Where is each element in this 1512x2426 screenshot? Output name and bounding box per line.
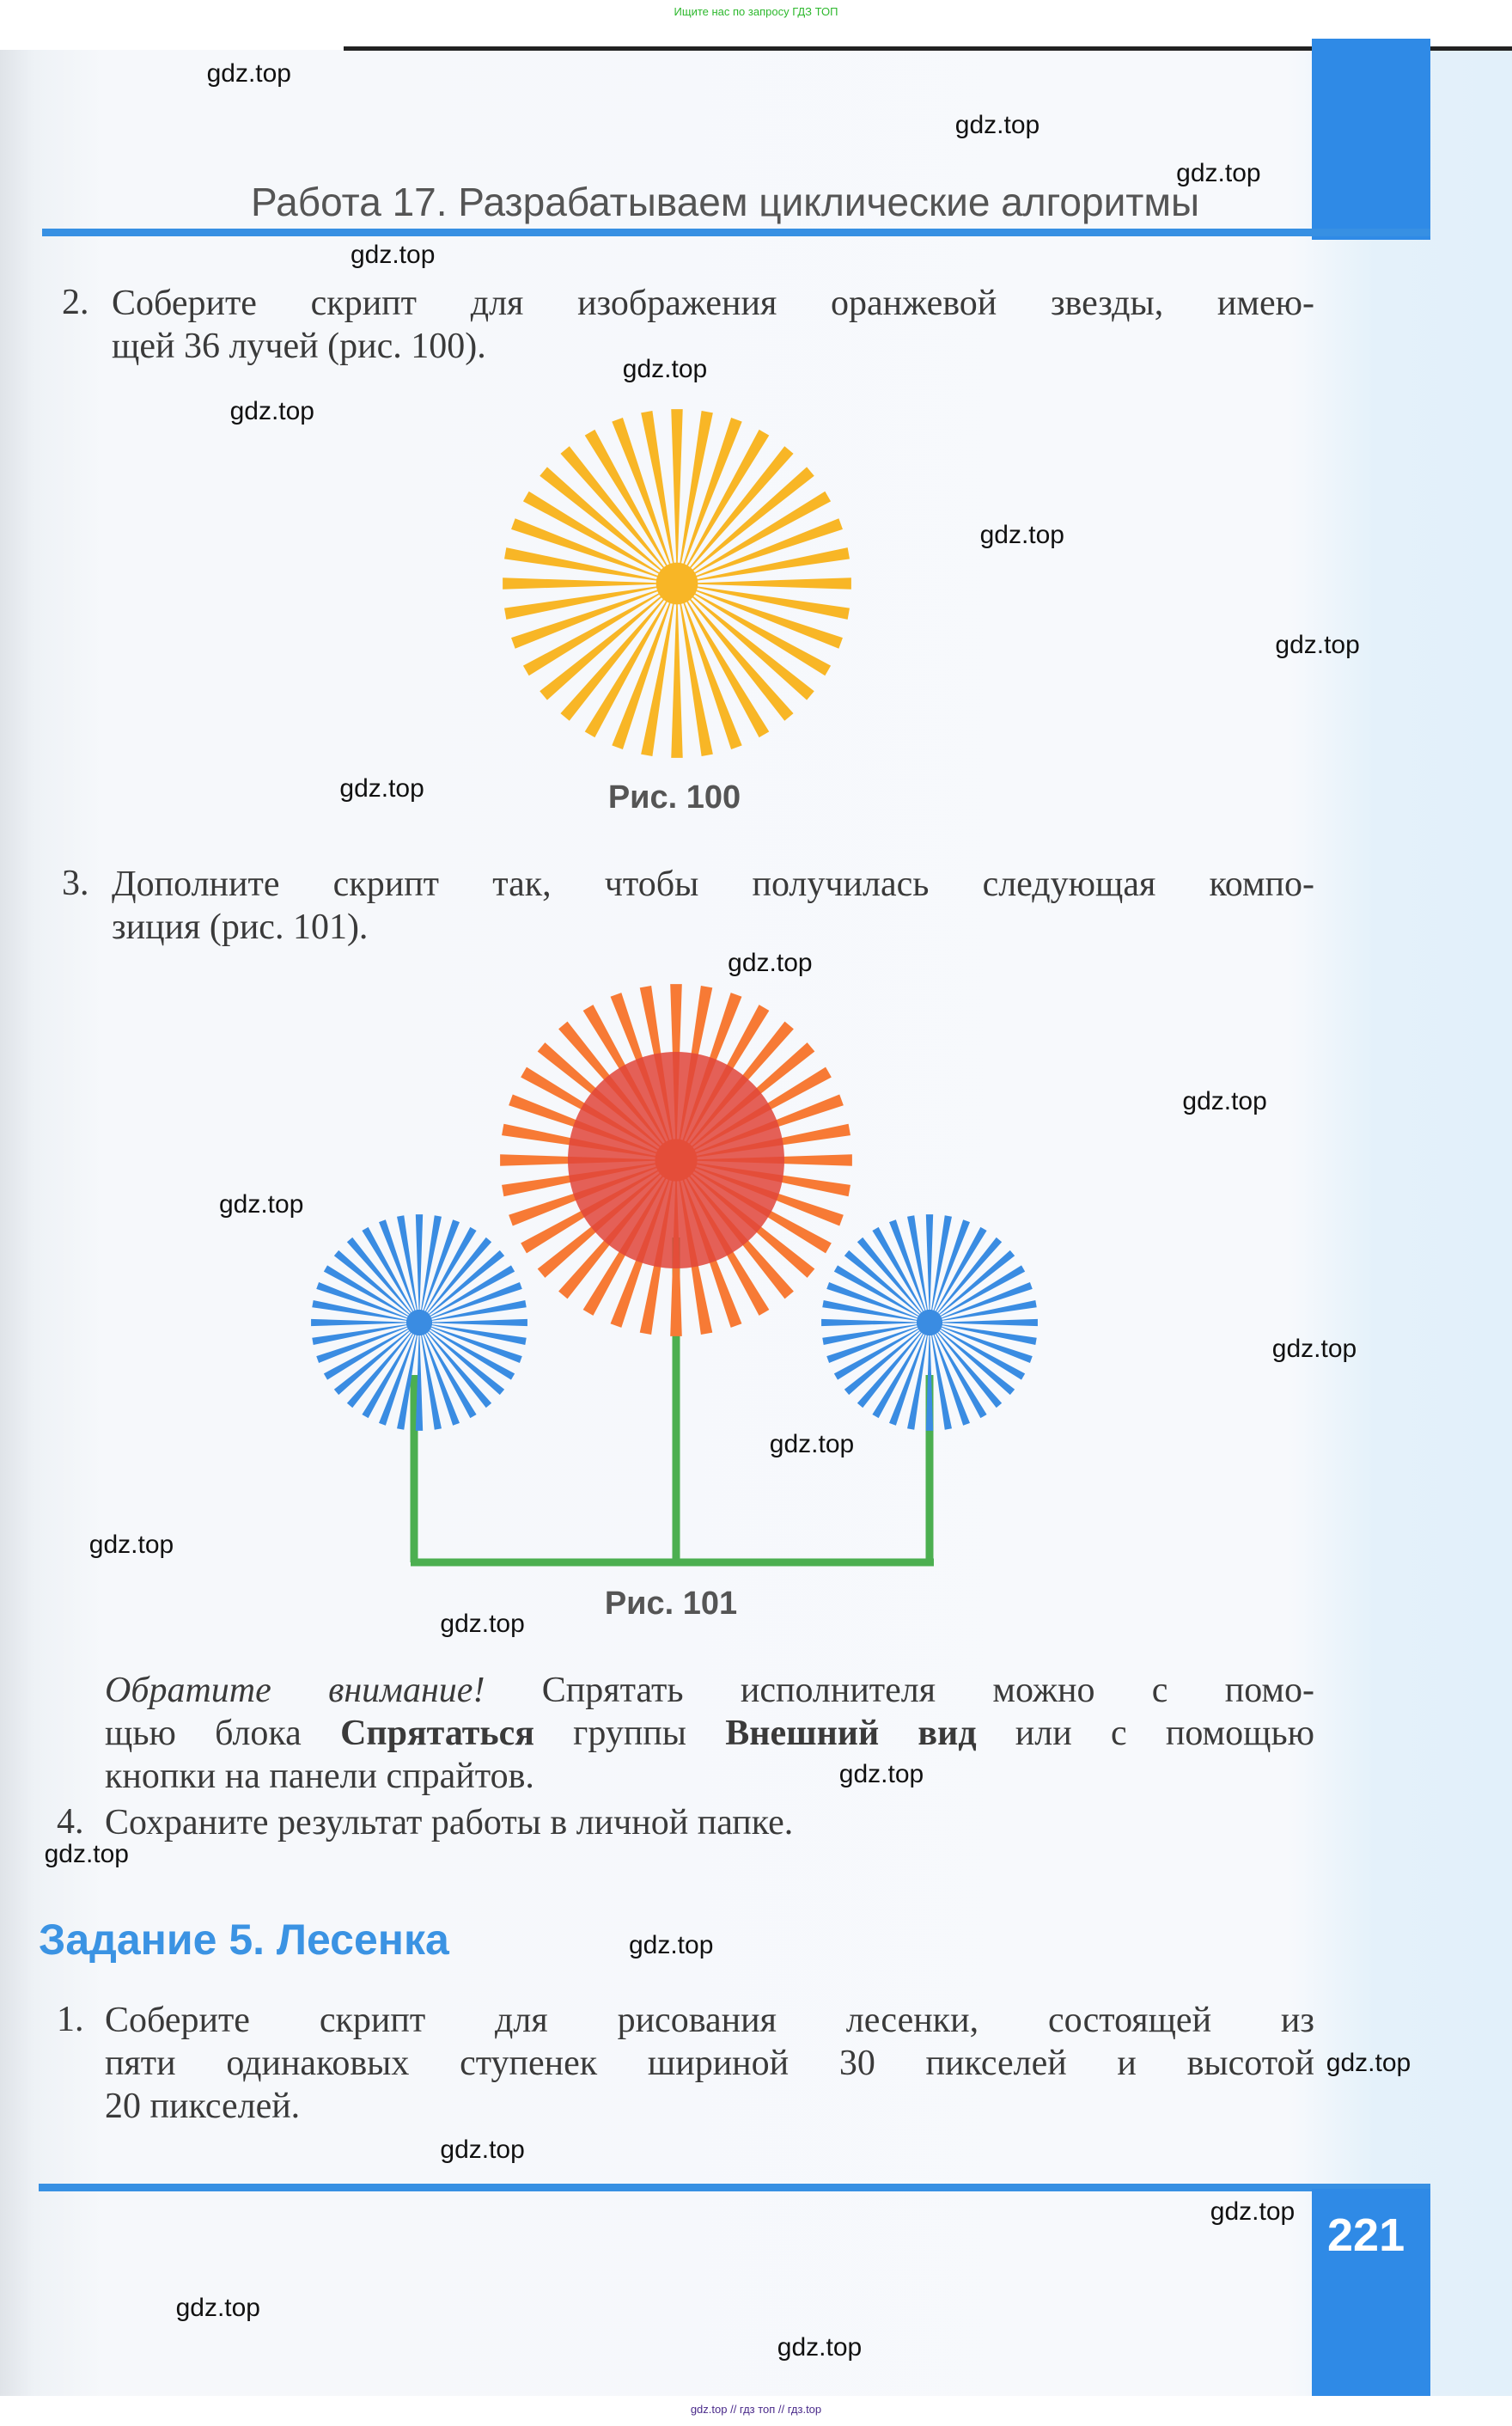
section-heading: Задание 5. Лесенка — [39, 1916, 449, 1964]
blue-star-left-ray — [419, 1219, 460, 1323]
watermark: gdz.top — [44, 1840, 130, 1869]
watermark: gdz.top — [979, 520, 1065, 549]
watermark: gdz.top — [728, 949, 813, 978]
watermark: gdz.top — [622, 355, 708, 384]
task-2-line: Соберите скрипт для изображения оранжевой звезды, имею- — [112, 284, 1314, 323]
blue-star-right-ray — [889, 1219, 930, 1323]
watermark: gdz.top — [1182, 1086, 1267, 1115]
watermark: gdz.top — [1326, 2049, 1411, 2078]
orange-star-ray — [511, 584, 677, 649]
watermark: gdz.top — [218, 1190, 304, 1219]
blue-star-right-ray — [826, 1282, 930, 1323]
watermark: gdz.top — [88, 1531, 174, 1560]
block-name-hide: Спрятаться — [340, 1714, 534, 1753]
watermark: gdz.top — [1210, 2197, 1296, 2226]
footer-rule — [39, 2184, 1430, 2191]
task-5-1-line: 20 пикселей. — [105, 2087, 301, 2126]
task-3-line: зиция (рис. 101). — [112, 907, 369, 947]
group-name-looks: Внешний вид — [725, 1714, 977, 1753]
watermark: gdz.top — [777, 2333, 863, 2362]
blue-star-right-ray — [930, 1323, 1033, 1363]
watermark: gdz.top — [440, 1610, 525, 1638]
blue-star-right-center — [917, 1310, 942, 1335]
task-5-1-line: Соберите скрипт для рисования лесенки, состоящей из — [105, 2001, 1314, 2040]
blue-star-right-ray — [930, 1282, 1033, 1323]
blue-star-left-ray — [419, 1323, 522, 1363]
watermark: gdz.top — [1275, 630, 1360, 659]
task-4-number: 4. — [57, 1802, 84, 1842]
watermark: gdz.top — [954, 110, 1040, 139]
blue-star-left-center — [406, 1310, 432, 1335]
watermark: gdz.top — [206, 59, 292, 89]
task-3-text — [112, 863, 1314, 949]
blue-star-right-ray — [826, 1323, 930, 1363]
note-text: или с помощью — [976, 1714, 1314, 1753]
blue-star-left-ray — [419, 1323, 460, 1426]
task-3-number: 3. — [62, 864, 89, 903]
orange-star-ray — [677, 584, 742, 749]
note-text: щью блока — [105, 1714, 341, 1753]
watermark: gdz.top — [769, 1430, 855, 1459]
orange-star-center — [656, 563, 698, 605]
note-paragraph — [105, 1669, 1314, 1798]
blue-star-left-ray — [419, 1282, 522, 1323]
watermark: gdz.top — [628, 1931, 714, 1960]
watermark: gdz.top — [838, 1759, 924, 1788]
task-3-line: Дополните скрипт так, чтобы получилась следующая компо- — [112, 865, 1314, 904]
task-2-line: щей 36 лучей (рис. 100). — [112, 327, 486, 366]
orange-star-ray — [677, 518, 843, 584]
blue-star-right-ray — [930, 1219, 970, 1323]
watermark: gdz.top — [350, 241, 436, 269]
note-text: Спрятать исполнителя можно с помо- — [485, 1671, 1314, 1710]
note-text: группы — [533, 1714, 726, 1753]
task-5-1-line: пяти одинаковых ступенек шириной 30 пикселей и высотой — [105, 2044, 1314, 2083]
blue-star-left-ray — [379, 1219, 419, 1323]
figure-101-caption: Рис. 101 — [604, 1586, 738, 1622]
watermark: gdz.top — [1271, 1334, 1357, 1363]
blue-star-left-ray — [316, 1323, 419, 1363]
top-banner[interactable]: Ищите нас по запросу ГДЗ ТОП — [674, 5, 838, 18]
blue-star-right-ray — [930, 1323, 970, 1426]
watermark: gdz.top — [229, 396, 315, 425]
watermark: gdz.top — [339, 774, 424, 803]
task-4-text: Сохраните результат работы в личной папке. — [105, 1803, 794, 1842]
orange-star-ray — [677, 584, 843, 649]
orange-star-ray — [677, 418, 742, 584]
page-number: 221 — [1327, 2209, 1405, 2261]
note-text: кнопки на панели спрайтов. — [105, 1757, 534, 1796]
blue-star-left-ray — [316, 1282, 419, 1323]
orange-star-ray — [612, 418, 677, 584]
footer-links[interactable]: gdz.top // гдз топ // гдз.top — [690, 2403, 822, 2416]
page-title: Работа 17. Разрабатываем циклические алгоритмы — [251, 180, 1200, 224]
watermark: gdz.top — [1176, 158, 1261, 187]
watermark: gdz.top — [440, 2136, 525, 2164]
task-2-number: 2. — [62, 283, 89, 322]
note-label: Обратите внимание! — [105, 1671, 485, 1710]
task-5-1-text — [105, 1999, 1314, 2128]
blue-star-right-ray — [889, 1323, 930, 1426]
orange-star-ray — [612, 584, 677, 749]
task-5-1-number: 1. — [57, 2000, 84, 2039]
figure-100-caption: Рис. 100 — [607, 779, 741, 816]
red-star-disc — [568, 1052, 784, 1268]
orange-star-ray — [511, 518, 677, 584]
watermark: gdz.top — [175, 2293, 261, 2322]
